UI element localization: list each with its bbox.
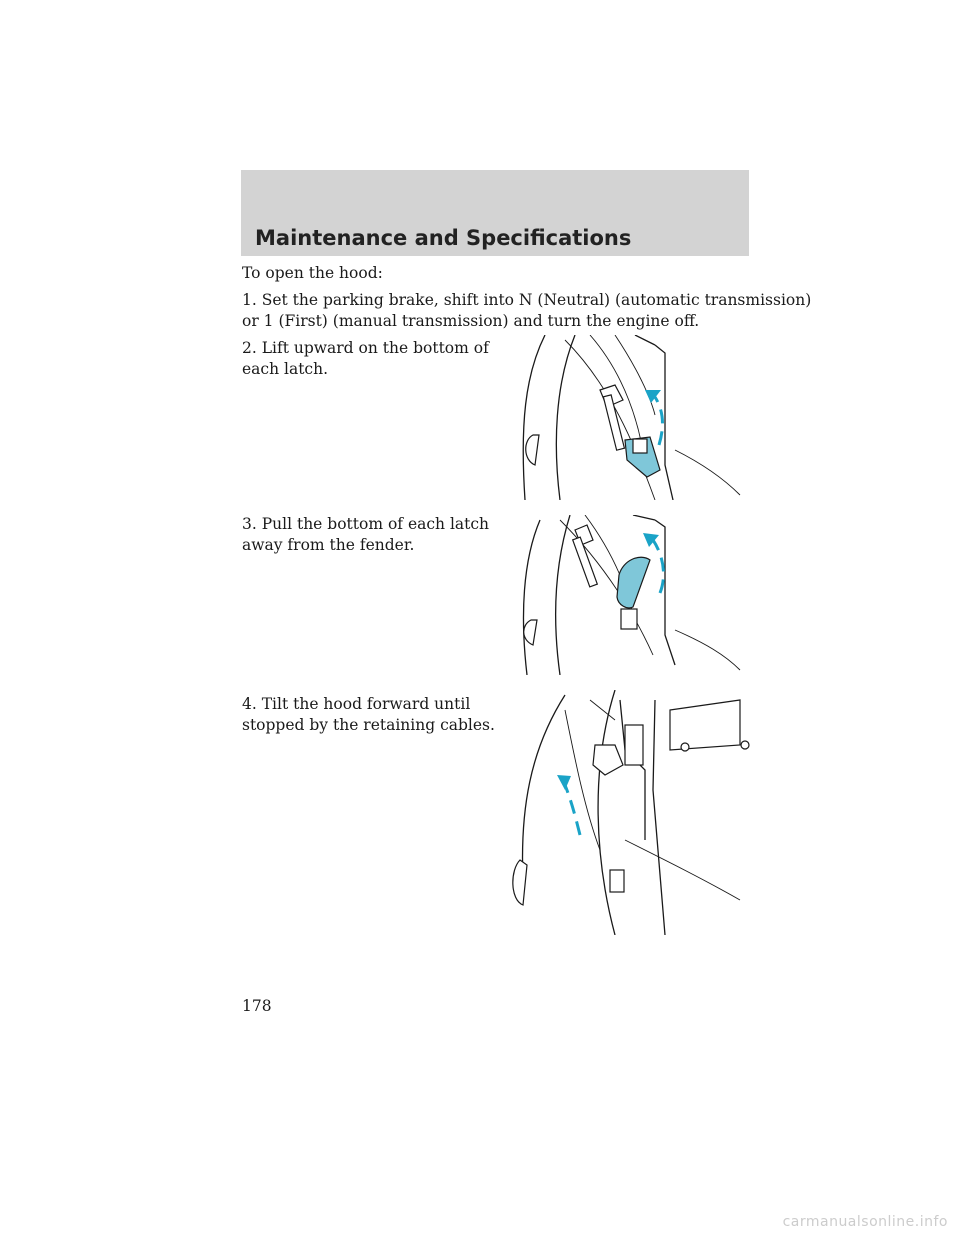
latch-lift-illustration [515,335,750,500]
latch-pull-illustration [515,515,750,675]
step-4-line-2: stopped by the retaining cables. [242,716,495,734]
section-title: Maintenance and Specifications [255,226,632,250]
step-1-line-1: 1. Set the parking brake, shift into N (Neutral) (automatic transmission) [242,291,812,309]
watermark: carmanualsonline.info [782,1214,948,1230]
step-3-line-2: away from the fender. [242,536,415,554]
page-number: 178 [242,997,272,1015]
section-header-band [241,170,749,256]
step-3-line-1: 3. Pull the bottom of each latch [242,515,490,533]
intro-text: To open the hood: [242,264,383,282]
step-1-line-2: or 1 (First) (manual transmission) and turn the engine off. [242,312,700,330]
step-2-line-2: each latch. [242,360,329,378]
step-4-line-1: 4. Tilt the hood forward until [242,695,471,713]
hood-tilt-illustration [505,690,750,935]
step-2-line-1: 2. Lift upward on the bottom of [242,339,489,357]
